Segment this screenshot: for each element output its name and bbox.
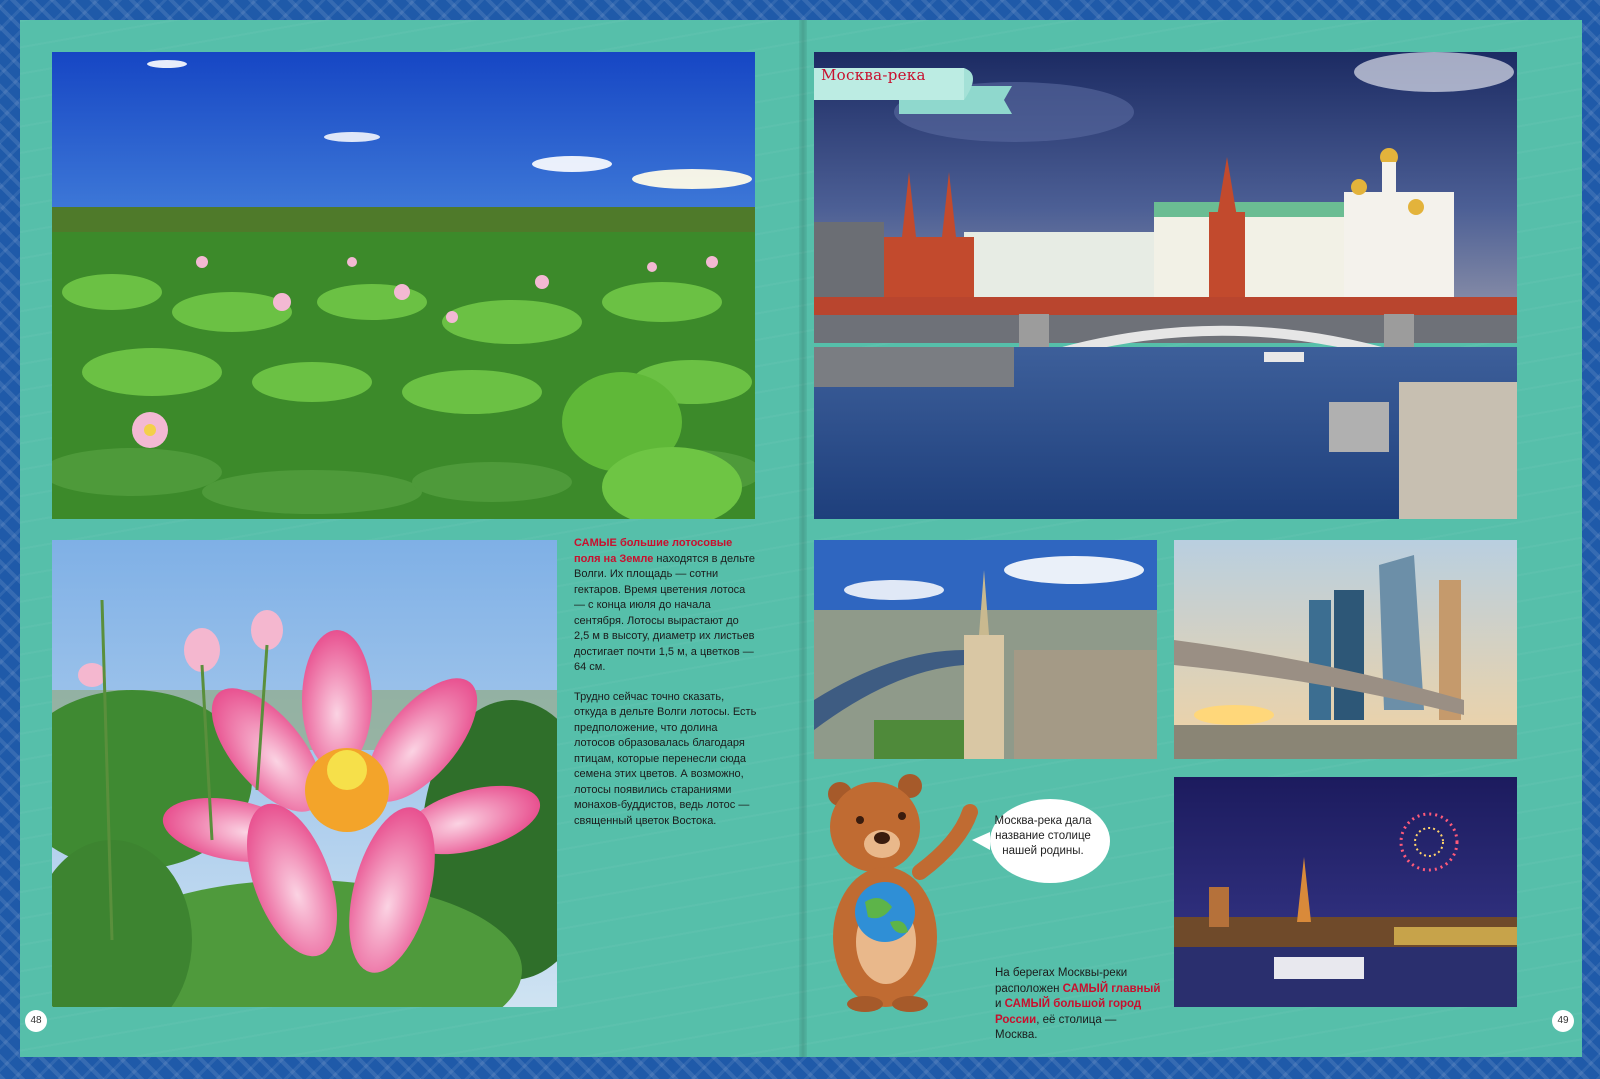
caption-part-2: и: [995, 998, 1005, 1010]
moscow-city-photo: [1174, 540, 1517, 759]
caption-part-3: , её столица — Москва.: [995, 1013, 1117, 1041]
kremlin-night-photo: [1174, 777, 1517, 1007]
book-spine: [799, 20, 807, 1057]
bear-illustration: [820, 772, 980, 1012]
lotus-flower-photo: [52, 540, 557, 1007]
lotus-highlight: САМЫЕ большие лотосовые поля на Земле: [574, 537, 733, 565]
book-spread: [20, 20, 1582, 1057]
caption-highlight-1: САМЫЙ главный: [1062, 982, 1161, 995]
lotus-field-photo: [52, 52, 755, 519]
moscow-aerial-photo: [814, 540, 1157, 759]
lotus-text: [574, 536, 757, 843]
banner-title: Москва-река: [821, 66, 926, 84]
lotus-paragraph-2: Трудно сейчас точно сказать, откуда в дельте Волги лотосы. Есть предположение, что долина лотосов образовалась благодаря птицам, которые перенесли сюда семена этих цветов. А возможно, лотосы появились стараниями монахов-буддистов, ведь лотос — священный цветок Востока.: [574, 690, 757, 827]
speech-bubble-text: Москва-река дала название столице нашей родины.: [994, 815, 1092, 857]
moscow-caption: [995, 966, 1161, 1044]
caption-part-1: На берегах Москвы-реки расположен: [995, 967, 1128, 995]
lotus-paragraph-1-text: находятся в дельте Волги. Их площадь — сотни гектаров. Время цветения лотоса — с конца июля до начала сентября. Лотосы вырастают до 2,5 м в высоту, диаметр их листьев достигает почти 1,5 м, а цветков — 64 см.: [574, 552, 756, 673]
caption-highlight-2: САМЫЙ большой город России: [995, 998, 1142, 1026]
page-number-left: 48: [25, 1010, 47, 1032]
lotus-paragraph-1: [574, 536, 757, 676]
page-number-right: 49: [1552, 1010, 1574, 1032]
moscow-river-photo: [814, 52, 1517, 519]
